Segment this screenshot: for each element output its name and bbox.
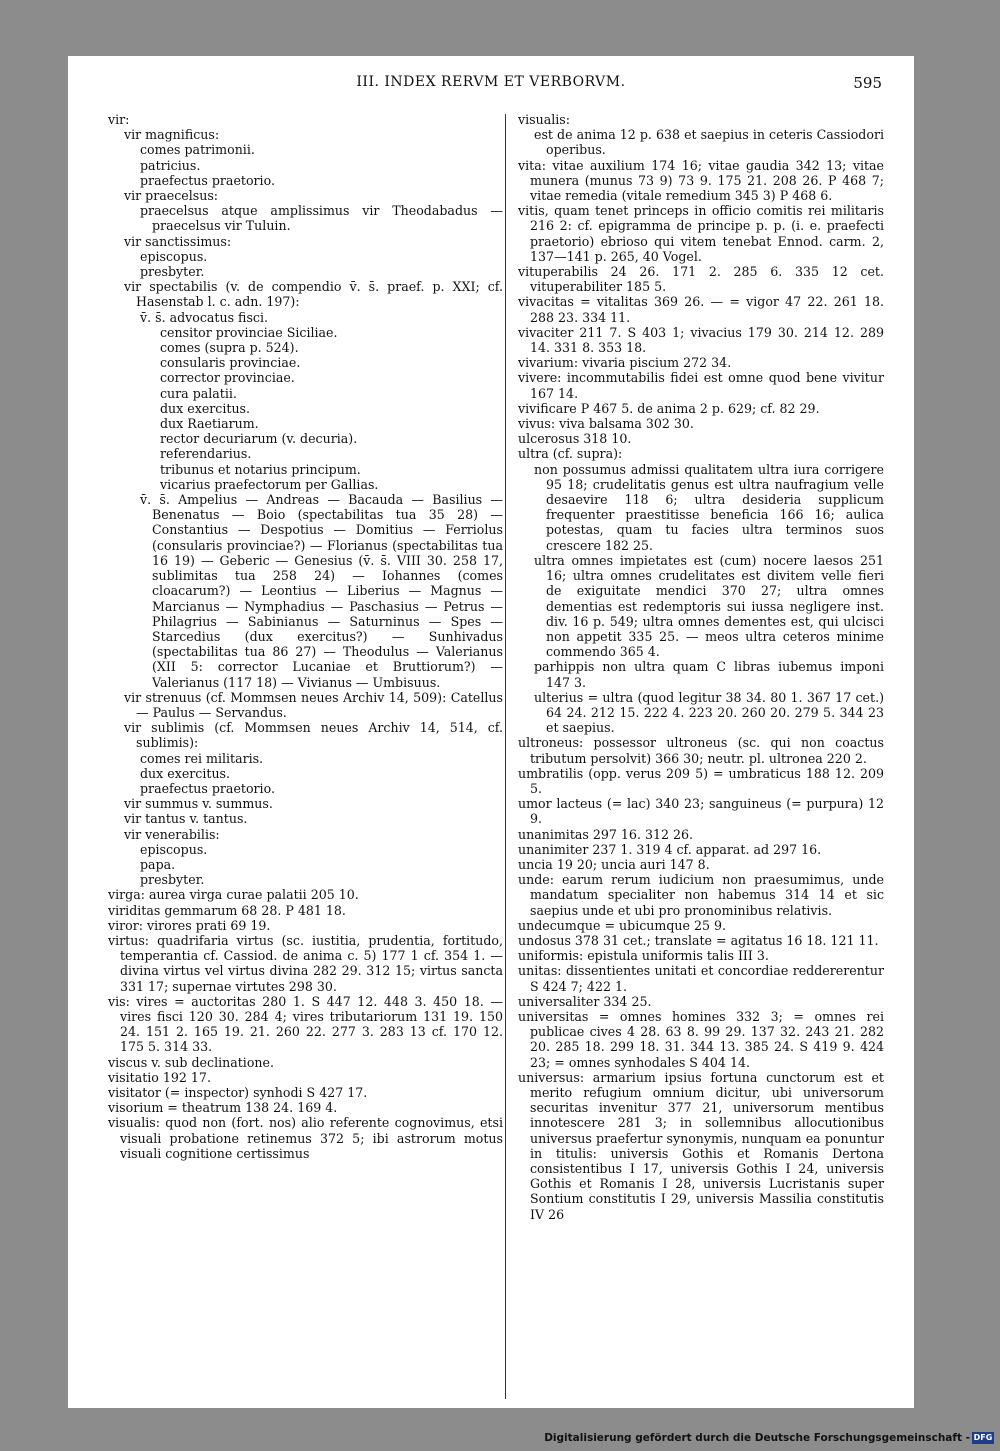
index-entry: vitis, quam tenet princeps in officio comitis rei militaris 216 2: cf. epigramma de principe p. p. (i. e. praefecti praetorio) ebrioso qui vitem tenebat Ennod. carm. 2, 137—141 p. 265, 40 Vogel. — [518, 203, 884, 264]
index-entry: praecelsus atque amplissimus vir Theodabadus — praecelsus vir Tuluin. — [140, 203, 503, 234]
index-entry: vivaciter 211 7. S 403 1; vivacius 179 30. 214 12. 289 14. 331 8. 353 18. — [518, 324, 884, 356]
index-entry: v̄. s̄. advocatus fisci. — [140, 309, 269, 325]
index-entry: vir venerabilis: — [124, 826, 220, 842]
funding-notice: Digitalisierung gefördert durch die Deutsche Forschungsgemeinschaft - — [544, 1432, 970, 1444]
footer — [0, 1432, 1000, 1446]
index-entry: ultra (cf. supra): — [518, 446, 623, 462]
index-entry: vivificare P 467 5. de anima 2 p. 629; cf. 82 29. — [518, 400, 820, 416]
page-header — [68, 74, 914, 98]
index-entry: viror: virores prati 69 19. — [108, 917, 271, 933]
page-number: 595 — [853, 74, 882, 92]
index-entry: rector decuriarum (v. decuria). — [160, 431, 358, 447]
index-entry: vicarius praefectorum per Gallias. — [160, 476, 379, 492]
dfg-logo: DFG — [973, 1433, 993, 1442]
index-entry: episcopus. — [140, 841, 208, 857]
index-entry: virga: aurea virga curae palatii 205 10. — [108, 887, 359, 903]
index-entry: consularis provinciae. — [160, 355, 301, 371]
index-entry: cura palatii. — [160, 385, 237, 401]
index-entry: vir magnificus: — [124, 127, 220, 143]
index-entry: episcopus. — [140, 248, 208, 264]
index-entry: universus: armarium ipsius fortuna cunctorum est et merito refugium omnium dicitur, ubi universorum securitas invenitur 377 21, universorum mentibus innotescere 281 3; in sollemnibus allocutionibus universus praefertur synonymis, nunquam ea ponuntur in titulis: universis Gothis et Romanis Dertona consistentibus I 17, universis Gothis I 24, universis Gothis et Romanis I 28, universis Lucristanis super Sontium constitutis I 29, universis Massilia constitutis IV 26 — [518, 1069, 884, 1222]
index-entry: umor lacteus (= lac) 340 23; sanguineus (= purpura) 12 9. — [518, 796, 884, 827]
index-entry: vir spectabilis (v. de compendio v̄. s̄. praef. p. XXI; cf. Hasenstab l. c. adn. 197): — [124, 279, 503, 310]
index-entry: vivus: viva balsama 302 30. — [518, 416, 694, 432]
index-entry: vita: vitae auxilium 174 16; vitae gaudia 342 13; vitae munera (munus 73 9) 73 9. 175 21. 208 26. P 468 7; vitae remedia (vitale remedium 345 3) P 468 6. — [518, 157, 884, 204]
index-entry: ultra omnes impietates est (cum) nocere laesos 251 16; ultra omnes crudelitates est divitem velle fieri de exiguitate mendici 370 27; ultra omnes dementias est redemptoris sui iussa negligere inst. div. 16 p. 549; ultra omnes dementes est, qui ulcisci non appetit 335 25. — meos ultra ceteros minime commendo 365 4. — [534, 552, 884, 660]
index-entry: visualis: quod non (fort. nos) alio referente cognovimus, etsi visuali probatione retinemus 372 5; ibi astrorum motus visuali cognitione certissimus — [108, 1115, 503, 1161]
index-entry: visitator (= inspector) synhodi S 427 17. — [108, 1085, 368, 1100]
index-entry: praefectus praetorio. — [140, 780, 275, 796]
index-entry: presbyter. — [140, 872, 205, 888]
index-entry: vivarium: vivaria piscium 272 34. — [518, 355, 732, 371]
index-entry: corrector provinciae. — [160, 370, 295, 386]
index-entry: viscus v. sub declinatione. — [108, 1054, 274, 1070]
index-entry: vir tantus v. tantus. — [124, 811, 248, 827]
index-entry: vivere: incommutabilis fidei est omne quod bene vivitur 167 14. — [518, 370, 884, 401]
index-entry: praefectus praetorio. — [140, 172, 275, 188]
index-entry: undecumque = ubicumque 25 9. — [518, 917, 727, 933]
index-entry: vivacitas = vitalitas 369 26. — = vigor 47 22. 261 18. 288 23. 334 11. — [518, 294, 884, 325]
right-column — [518, 112, 884, 1222]
index-entry: vir: — [108, 112, 130, 127]
index-entry: censitor provinciae Siciliae. — [160, 324, 338, 340]
index-entry: presbyter. — [140, 264, 205, 280]
index-entry: patricius. — [140, 157, 201, 173]
scanned-page — [68, 56, 914, 1408]
index-entry: visitatio 192 17. — [108, 1069, 211, 1085]
index-entry: tribunus et notarius principum. — [160, 461, 361, 477]
index-entry: viriditas gemmarum 68 28. P 481 18. — [108, 902, 346, 918]
index-entry: vituperabilis 24 26. 171 2. 285 6. 335 12 cet. vituperabiliter 185 5. — [518, 264, 884, 295]
index-entry: ultroneus: possessor ultroneus (sc. qui non coactus tributum persolvit) 366 30; neutr. pl. ultronea 220 2. — [518, 735, 884, 766]
index-entry: est de anima 12 p. 638 et saepius in ceteris Cassiodori operibus. — [534, 127, 884, 158]
index-entry: visorium = theatrum 138 24. 169 4. — [108, 1100, 338, 1116]
index-entry: papa. — [140, 856, 176, 872]
index-entry: visualis: — [518, 112, 570, 127]
index-entry: dux Raetiarum. — [160, 416, 259, 432]
index-entry: vis: vires = auctoritas 280 1. S 447 12. 448 3. 450 18. — vires fisci 120 30. 284 4; vires tributariorum 131 19. 150 24. 151 2. 165 19. 21. 260 22. 277 3. 283 13 cf. 170 12. 175 5. 314 33. — [108, 993, 503, 1055]
index-entry: parhippis non ultra quam C libras iubemus imponi 147 3. — [534, 659, 884, 690]
index-entry: unitas: dissentientes unitati et concordiae reddererentur S 424 7; 422 1. — [518, 963, 884, 994]
index-entry: uncia 19 20; uncia auri 147 8. — [518, 856, 710, 872]
index-entry: comes rei militaris. — [140, 750, 264, 766]
index-entry: umbratilis (opp. verus 209 5) = umbraticus 188 12. 209 5. — [518, 765, 884, 796]
index-entry: vir praecelsus: — [124, 188, 219, 204]
index-entry: unanimiter 237 1. 319 4 cf. apparat. ad 297 16. — [518, 841, 822, 857]
index-entry: vir strenuus (cf. Mommsen neues Archiv 14, 509): Catellus — Paulus — Servandus. — [124, 689, 503, 720]
index-entry: uniformis: epistula uniformis talis III 3. — [518, 948, 769, 964]
index-entry: referendarius. — [160, 446, 252, 462]
column-divider — [505, 114, 506, 1399]
index-entry: universitas = omnes homines 332 3; = omnes rei publicae cives 4 28. 63 8. 99 29. 137 32. 243 21. 282 20. 285 18. 299 18. 31. 344 13. 385 24. S 419 9. 424 23; = omnes synhodales S 404 14. — [518, 1008, 884, 1070]
running-title: III. INDEX RERVM ET VERBORVM. — [356, 74, 626, 90]
index-entry: comes patrimonii. — [140, 142, 255, 158]
index-entry: undosus 378 31 cet.; translate = agitatus 16 18. 121 11. — [518, 932, 879, 948]
index-entry: dux exercitus. — [140, 765, 231, 781]
index-entry: ulcerosus 318 10. — [518, 431, 632, 447]
index-entry: ulterius = ultra (quod legitur 38 34. 80 1. 367 17 cet.) 64 24. 212 15. 222 4. 223 20. 260 20. 279 5. 344 23 et saepius. — [534, 689, 884, 736]
index-entry: vir sublimis (cf. Mommsen neues Archiv 14, 514, cf. sublimis): — [124, 720, 503, 751]
index-entry: non possumus admissi qualitatem ultra iura corrigere 95 18; crudelitatis genus est ultra naufragium velle desaevire 118 6; ultra desideria supplicum frequenter praestitisse beneficia 166 16; aulica potestas, quam tu facies ultra terminos suos crescere 182 25. — [534, 461, 884, 553]
left-column — [108, 112, 503, 1161]
index-entry: comes (supra p. 524). — [160, 340, 299, 356]
index-entry: v̄. s̄. Ampelius — Andreas — Bacauda — Basilius — Benenatus — Boio (spectabilitas tua 35 28) — Constantius — Despotius — Domitius — Ferriolus (consularis provinciae?) — Florianus (spectabilitas tua 16 19) — Geberic — Genesius (v̄. s̄. VIII 30. 258 17, sublimitas tua 258 24) — Iohannes (comes cloacarum?) — Leontius — Liberius — Magnus — Marcianus — Nymphadius — Paschasius — Petrus — Philagrius — Sabinianus — Saturninus — Spes — Starcedius (dux exercitus?) — Sunhivadus (spectabilitas tua 86 27) — Theodulus — Valerianus (XII 5: corrector Lucaniae et Bruttiorum?) — Valerianus (117 18) — Vivianus — Umbisuus. — [140, 492, 503, 690]
index-entry: dux exercitus. — [160, 400, 251, 416]
index-entry: universaliter 334 25. — [518, 993, 652, 1009]
index-entry: vir summus v. summus. — [124, 796, 273, 812]
index-entry: unde: earum rerum iudicium non praesumimus, unde mandatum specialiter non habemus 314 14 et sic saepius unde et ubi pro pronominibus relativis. — [518, 872, 884, 918]
index-entry: unanimitas 297 16. 312 26. — [518, 826, 694, 842]
index-entry: virtus: quadrifaria virtus (sc. iustitia, prudentia, fortitudo, temperantia cf. Cassiod. de anima c. 5) 177 1 cf. 354 1. — divina virtus vel virtus divina 282 29. 312 15; virtus sancta 331 17; supernae virtutes 298 30. — [108, 932, 503, 994]
index-entry: vir sanctissimus: — [124, 233, 232, 249]
